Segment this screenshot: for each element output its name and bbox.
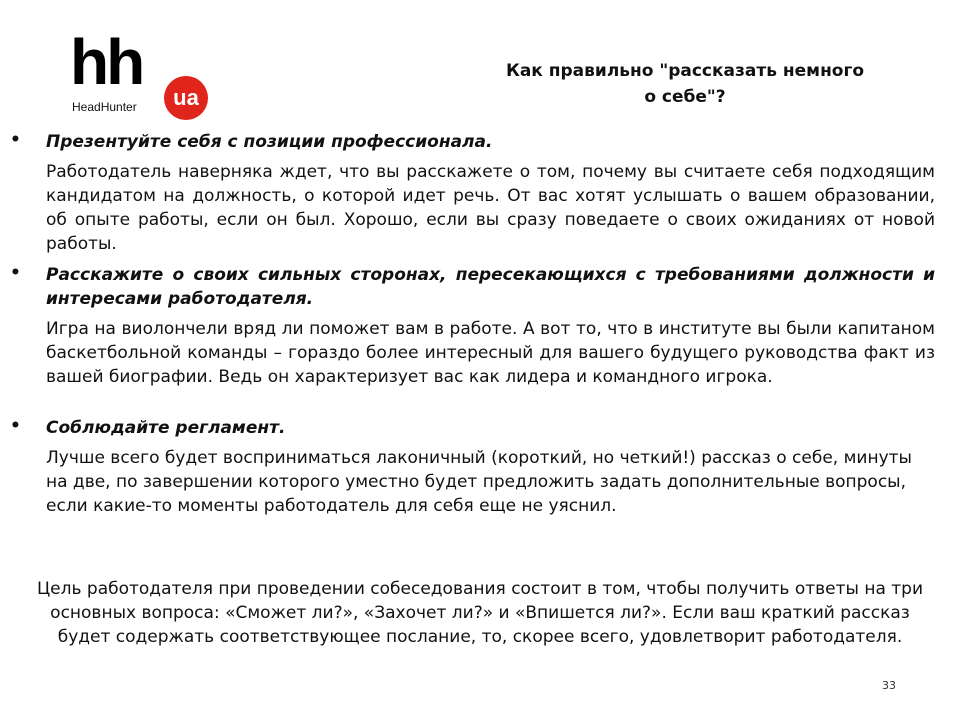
bullet-icon: •: [10, 263, 21, 283]
slide-title: Как правильно "рассказать немного о себе"?: [505, 61, 865, 107]
section-strengths: [10, 263, 935, 389]
section-professional: [10, 130, 935, 256]
bullet-icon: •: [10, 416, 21, 436]
headhunter-logo: [70, 26, 220, 122]
section-heading: Презентуйте себя с позиции профессионала.: [46, 132, 493, 152]
section-text: Работодатель наверняка ждет, что вы расскажете о том, почему вы считаете себя подходящим кандидатом на должность, о которой идет речь. От вас хотят услышать о вашем образовании, об опыте работы, если он был. Хорошо, если вы сразу поведаете о своих ожиданиях от новой работы.: [46, 162, 935, 254]
section-text: Игра на виолончели вряд ли поможет вам в работе. А вот то, что в институте вы были капитаном баскетбольной команды – гораздо более интересный для вашего будущего руководства факт из вашей биографии. Ведь он характеризует вас как лидера и командного игрока.: [46, 319, 935, 387]
conclusion-text: Цель работодателя при проведении собеседования состоит в том, чтобы получить ответы на три основных вопроса: «Сможет ли?», «Захочет ли?» и «Впишется ли?». Если ваш краткий рассказ будет содержать соответствующее послание, то, скорее всего, удовлетворит работодателя.: [36, 579, 924, 647]
logo-badge: ua: [164, 76, 208, 120]
section-text: Лучше всего будет восприниматься лаконичный (короткий, но четкий!) рассказ о себе, минуты на две, по завершении которого уместно будет предложить задать дополнительные вопросы, если какие-то моменты работодатель для себя еще не уяснил.: [46, 448, 912, 516]
section-heading: Расскажите о своих сильных сторонах, пересекающихся с требованиями должности и интересами работодателя.: [46, 265, 935, 309]
bullet-icon: •: [10, 130, 21, 150]
page-number: 33: [882, 679, 896, 692]
section-heading: Соблюдайте регламент.: [46, 418, 286, 438]
section-regulation: [10, 416, 935, 518]
logo-mark: hh: [70, 26, 143, 98]
logo-subtitle: HeadHunter: [72, 100, 137, 114]
